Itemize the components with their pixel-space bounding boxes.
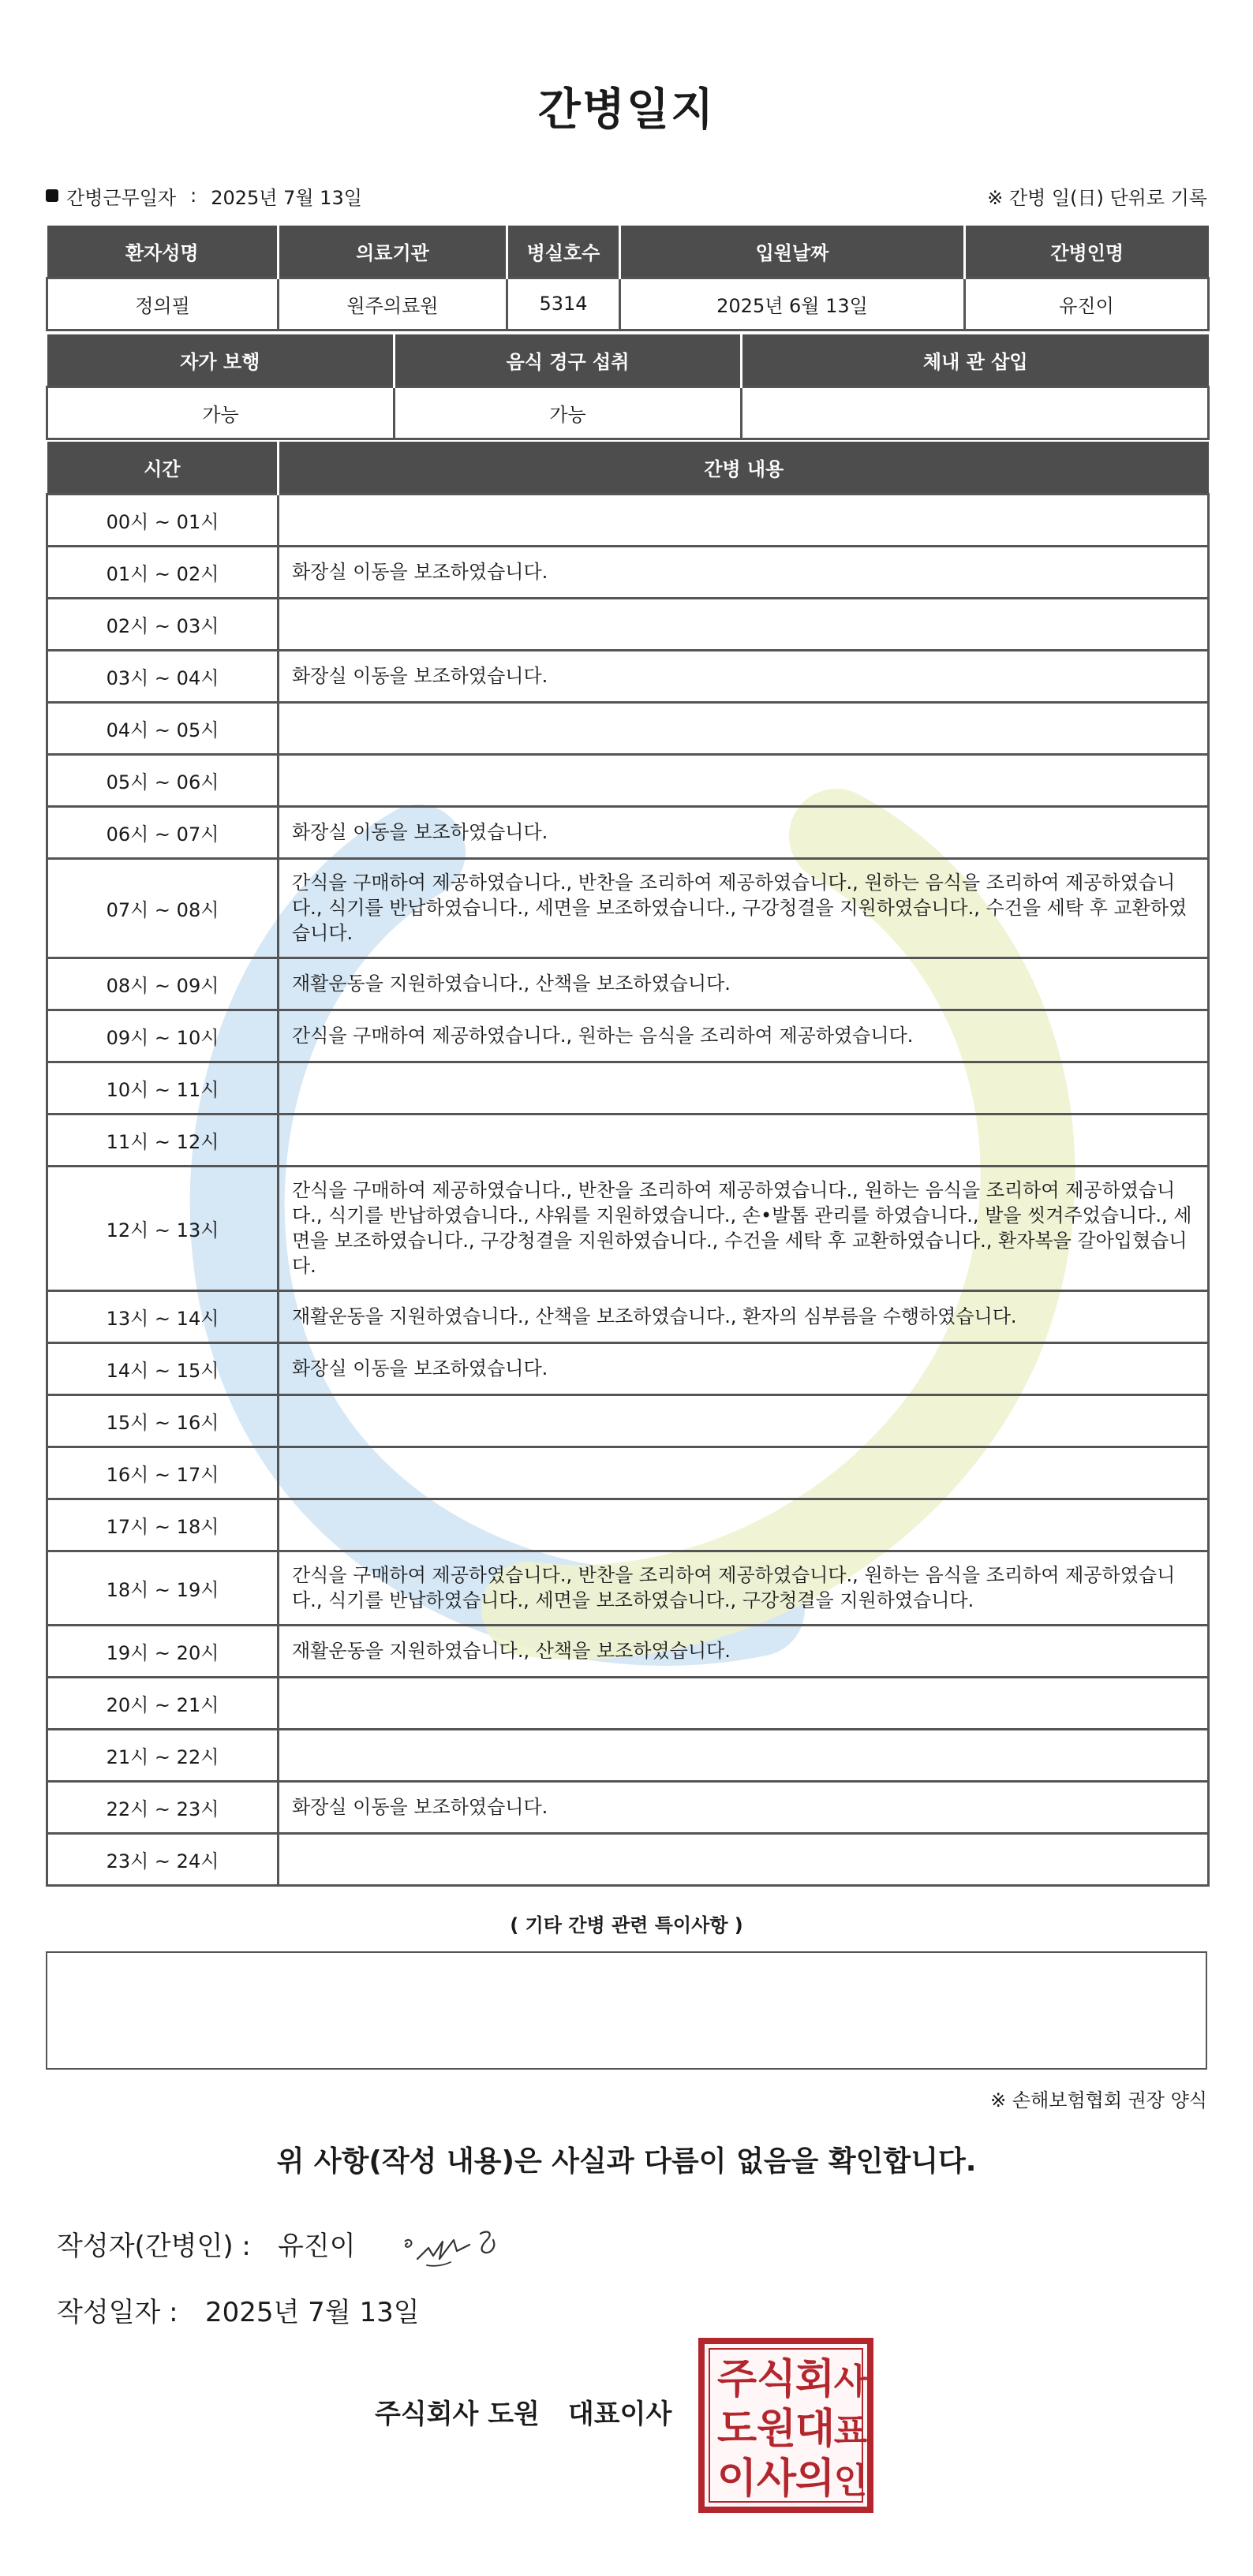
status-header-row [47,334,1209,386]
header-self-walking: 자가 보행 [47,334,395,386]
care-log-row [47,958,1209,1010]
care-log-time: 23시 ~ 24시 [47,1833,279,1885]
care-log-row [47,1781,1209,1833]
patient-info-value-row [47,278,1209,330]
care-log-header-row [47,442,1209,494]
svg-text:이: 이 [716,2455,757,2503]
work-date-separator: : [190,185,197,207]
care-log-content [279,494,1209,546]
admission-date: 2025년 6월 13일 [620,278,965,330]
written-date-label: 작성일자 : [57,2297,178,2328]
care-log-time: 20시 ~ 21시 [47,1677,279,1729]
tube-insertion-value [742,386,1209,439]
care-log-row [47,1114,1209,1166]
svg-text:도: 도 [716,2406,757,2453]
author-row [57,2224,356,2263]
care-log-content: 화장실 이동을 보조하였습니다. [279,1781,1209,1833]
care-log-row [47,1551,1209,1625]
care-log-row [47,1625,1209,1677]
care-log-time: 15시 ~ 16시 [47,1394,279,1447]
svg-text:인: 인 [833,2461,868,2501]
care-log-content [279,1729,1209,1781]
care-log-content [279,702,1209,754]
patient-info-header-row [47,226,1209,278]
header-oral-intake: 음식 경구 섭취 [395,334,742,386]
room-number: 5314 [507,278,620,330]
care-log-content [279,1833,1209,1885]
care-log-row [47,1447,1209,1499]
care-log-time: 08시 ~ 09시 [47,958,279,1010]
meta-row [46,180,1207,211]
care-log-table [46,442,1210,1887]
care-log-row [47,1677,1209,1729]
header-tube-insertion: 체내 관 삽입 [742,334,1209,386]
care-log-content: 간식을 구매하여 제공하였습니다., 반찬을 조리하여 제공하였습니다., 원하는 음식을 조리하여 제공하였습니다., 식기를 반납하였습니다., 샤워를 지원하였습니다., 손•발톱 관리를 하였습니다., 발을 씻겨주었습니다., 세면을 보조하였습니다., 구강청결을 지원하였습니다., 수건을 세탁 후 교환하였습니다., 환자복을 갈아입혔습니다. [279,1166,1209,1290]
care-log-content: 간식을 구매하여 제공하였습니다., 반찬을 조리하여 제공하였습니다., 원하는 음식을 조리하여 제공하였습니다., 식기를 반납하였습니다., 세면을 보조하였습니다., 구강청결을 지원하였습니다., 수건을 세탁 후 교환하였습니다. [279,858,1209,958]
care-log-row [47,858,1209,958]
care-log-time: 22시 ~ 23시 [47,1781,279,1833]
page-title: 간병일지 [537,84,716,136]
care-log-row [47,1290,1209,1342]
care-log-time: 01시 ~ 02시 [47,546,279,598]
care-log-time: 10시 ~ 11시 [47,1062,279,1114]
patient-status-table [46,334,1210,440]
care-log-time: 12시 ~ 13시 [47,1166,279,1290]
header-caregiver-name: 간병인명 [965,226,1209,278]
care-log-content: 간식을 구매하여 제공하였습니다., 원하는 음식을 조리하여 제공하였습니다. [279,1010,1209,1062]
care-log-content: 화장실 이동을 보조하였습니다. [279,1342,1209,1394]
care-log-row [47,598,1209,650]
care-log-content: 화장실 이동을 보조하였습니다. [279,806,1209,858]
care-log-row [47,702,1209,754]
company-role: 대표이사 [567,2399,672,2430]
care-log-time: 14시 ~ 15시 [47,1342,279,1394]
svg-text:사: 사 [833,2361,868,2402]
notes-title: ( 기타 간병 관련 특이사항 ) [510,1914,743,1936]
author-name: 유진이 [278,2231,356,2262]
care-log-time: 17시 ~ 18시 [47,1499,279,1551]
care-log-row [47,754,1209,806]
handwritten-signature [398,2218,533,2273]
care-log-time: 00시 ~ 01시 [47,494,279,546]
svg-text:식: 식 [756,2356,797,2403]
svg-text:대: 대 [795,2406,836,2453]
care-log-time: 16시 ~ 17시 [47,1447,279,1499]
company-name: 주식회사 도원 [375,2399,540,2430]
svg-text:회: 회 [795,2356,836,2403]
caregiver-name: 유진이 [965,278,1209,330]
care-log-row [47,1010,1209,1062]
care-log-content: 재활운동을 지원하였습니다., 산책을 보조하였습니다. [279,1625,1209,1677]
care-log-time: 21시 ~ 22시 [47,1729,279,1781]
care-log-content [279,1394,1209,1447]
notes-box [46,1951,1207,2070]
status-value-row [47,386,1209,439]
care-log-row [47,1394,1209,1447]
company-signature [375,2392,671,2431]
square-bullet-icon [46,189,58,202]
care-log-time: 02시 ~ 03시 [47,598,279,650]
care-log-content [279,598,1209,650]
care-log-row [47,1833,1209,1885]
care-log-content [279,1677,1209,1729]
care-log-row [47,1062,1209,1114]
care-log-row [47,1166,1209,1290]
care-log-row [47,806,1209,858]
care-log-content [279,1499,1209,1551]
svg-text:의: 의 [795,2455,836,2503]
care-log-content: 재활운동을 지원하였습니다., 산책을 보조하였습니다., 환자의 심부름을 수행하였습니다. [279,1290,1209,1342]
care-log-time: 04시 ~ 05시 [47,702,279,754]
care-log-time: 13시 ~ 14시 [47,1290,279,1342]
author-label: 작성자(간병인) : [57,2231,251,2262]
patient-name: 정의필 [47,278,279,330]
care-log-time: 11시 ~ 12시 [47,1114,279,1166]
header-care-content: 간병 내용 [279,442,1209,494]
care-log-time: 05시 ~ 06시 [47,754,279,806]
company-seal-stamp [697,2336,875,2514]
oral-intake-value: 가능 [395,386,742,439]
written-date-row [57,2290,420,2329]
care-log-content: 재활운동을 지원하였습니다., 산책을 보조하였습니다. [279,958,1209,1010]
work-date-value: 2025년 7월 13일 [211,186,362,209]
care-log-content [279,1447,1209,1499]
care-log-row [47,650,1209,702]
care-log-time: 18시 ~ 19시 [47,1551,279,1625]
header-hospital: 의료기관 [279,226,507,278]
header-room-number: 병실호수 [507,226,620,278]
work-date-label: 간병근무일자 [66,186,177,209]
care-log-time: 07시 ~ 08시 [47,858,279,958]
care-log-row [47,1499,1209,1551]
care-log-time: 03시 ~ 04시 [47,650,279,702]
care-log-content: 화장실 이동을 보조하였습니다. [279,650,1209,702]
care-log-time: 19시 ~ 20시 [47,1625,279,1677]
care-log-content [279,754,1209,806]
care-log-row [47,1729,1209,1781]
care-log-row [47,494,1209,546]
care-log-content: 간식을 구매하여 제공하였습니다., 반찬을 조리하여 제공하였습니다., 원하는 음식을 조리하여 제공하였습니다., 식기를 반납하였습니다., 세면을 보조하였습니다., 구강청결을 지원하였습니다. [279,1551,1209,1625]
self-walking-value: 가능 [47,386,395,439]
care-log-time: 06시 ~ 07시 [47,806,279,858]
header-patient-name: 환자성명 [47,226,279,278]
patient-info-table [46,226,1210,331]
care-log-content [279,1114,1209,1166]
care-log-time: 09시 ~ 10시 [47,1010,279,1062]
hospital-name: 원주의료원 [279,278,507,330]
svg-text:사: 사 [756,2455,797,2503]
care-log-content [279,1062,1209,1114]
svg-text:원: 원 [756,2406,797,2453]
svg-text:주: 주 [716,2356,757,2403]
work-date [46,182,362,210]
care-log-row [47,546,1209,598]
care-log-content: 화장실 이동을 보조하였습니다. [279,546,1209,598]
header-admission-date: 입원날짜 [620,226,965,278]
care-log-row [47,1342,1209,1394]
written-date-value: 2025년 7월 13일 [205,2297,420,2328]
header-time: 시간 [47,442,279,494]
form-footnote: ※ 손해보험협회 권장 양식 [990,2089,1207,2111]
confirmation-statement: 위 사항(작성 내용)은 사실과 다름이 없음을 확인합니다. [276,2145,977,2178]
svg-text:표: 표 [833,2411,868,2451]
unit-note: ※ 간병 일(日) 단위로 기록 [987,186,1207,209]
